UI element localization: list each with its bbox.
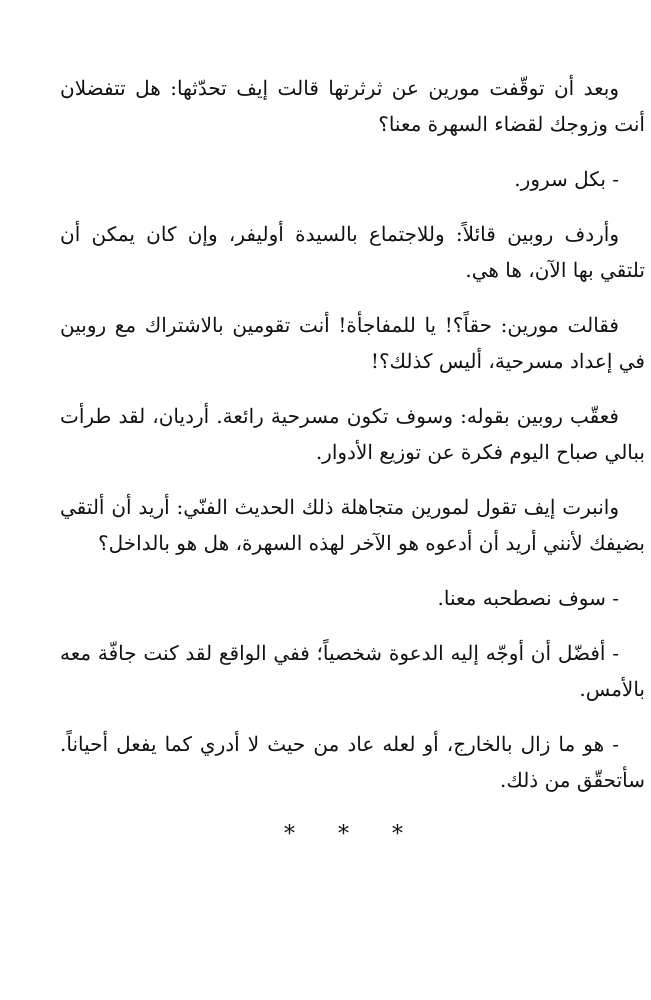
paragraph-7: - سوف نصطحبه معنا. (437, 586, 619, 610)
paragraph-6: وانبرت إيف تقول لمورين متجاهلة ذلك الحديث الفنّي: أريد أن ألتقي بضيفك لأنني أريد أن أدعوه هو الآخر لهذه السهرة، هل هو بالداخل؟ (60, 495, 645, 555)
paragraph-8: - أفضّل أن أوجّه إليه الدعوة شخصياً؛ ففي الواقع لقد كنت جافّة معه بالأمس. (60, 641, 645, 701)
paragraph-1: وبعد أن توقّفت مورين عن ثرثرتها قالت إيف تحدّثها: هل تتفضلان أنت وزوجك لقضاء السهرة معنا؟ (60, 76, 645, 136)
paragraph-2: - بكل سرور. (514, 167, 619, 191)
book-page (60, 70, 645, 853)
paragraph-9: - هو ما زال بالخارج، أو لعله عاد من حيث لا أدري كما يفعل أحياناً. سأتحقّق من ذلك. (60, 732, 645, 792)
paragraph-4: فقالت مورين: حقاً؟! يا للمفاجأة! أنت تقومين بالاشتراك مع روبين في إعداد مسرحية، أليس كذلك؟! (60, 313, 645, 373)
paragraph-5: فعقّب روبين بقوله: وسوف تكون مسرحية رائعة. أردیان، لقد طرأت ببالي صباح اليوم فكرة عن توزيع الأدوار. (60, 404, 645, 464)
paragraph-3: وأردف روبين قائلاً: وللاجتماع بالسيدة أوليفر، وإن كان يمكن أن تلتقي بها الآن، ها هي. (60, 222, 645, 282)
section-separator: * * * (284, 822, 421, 847)
